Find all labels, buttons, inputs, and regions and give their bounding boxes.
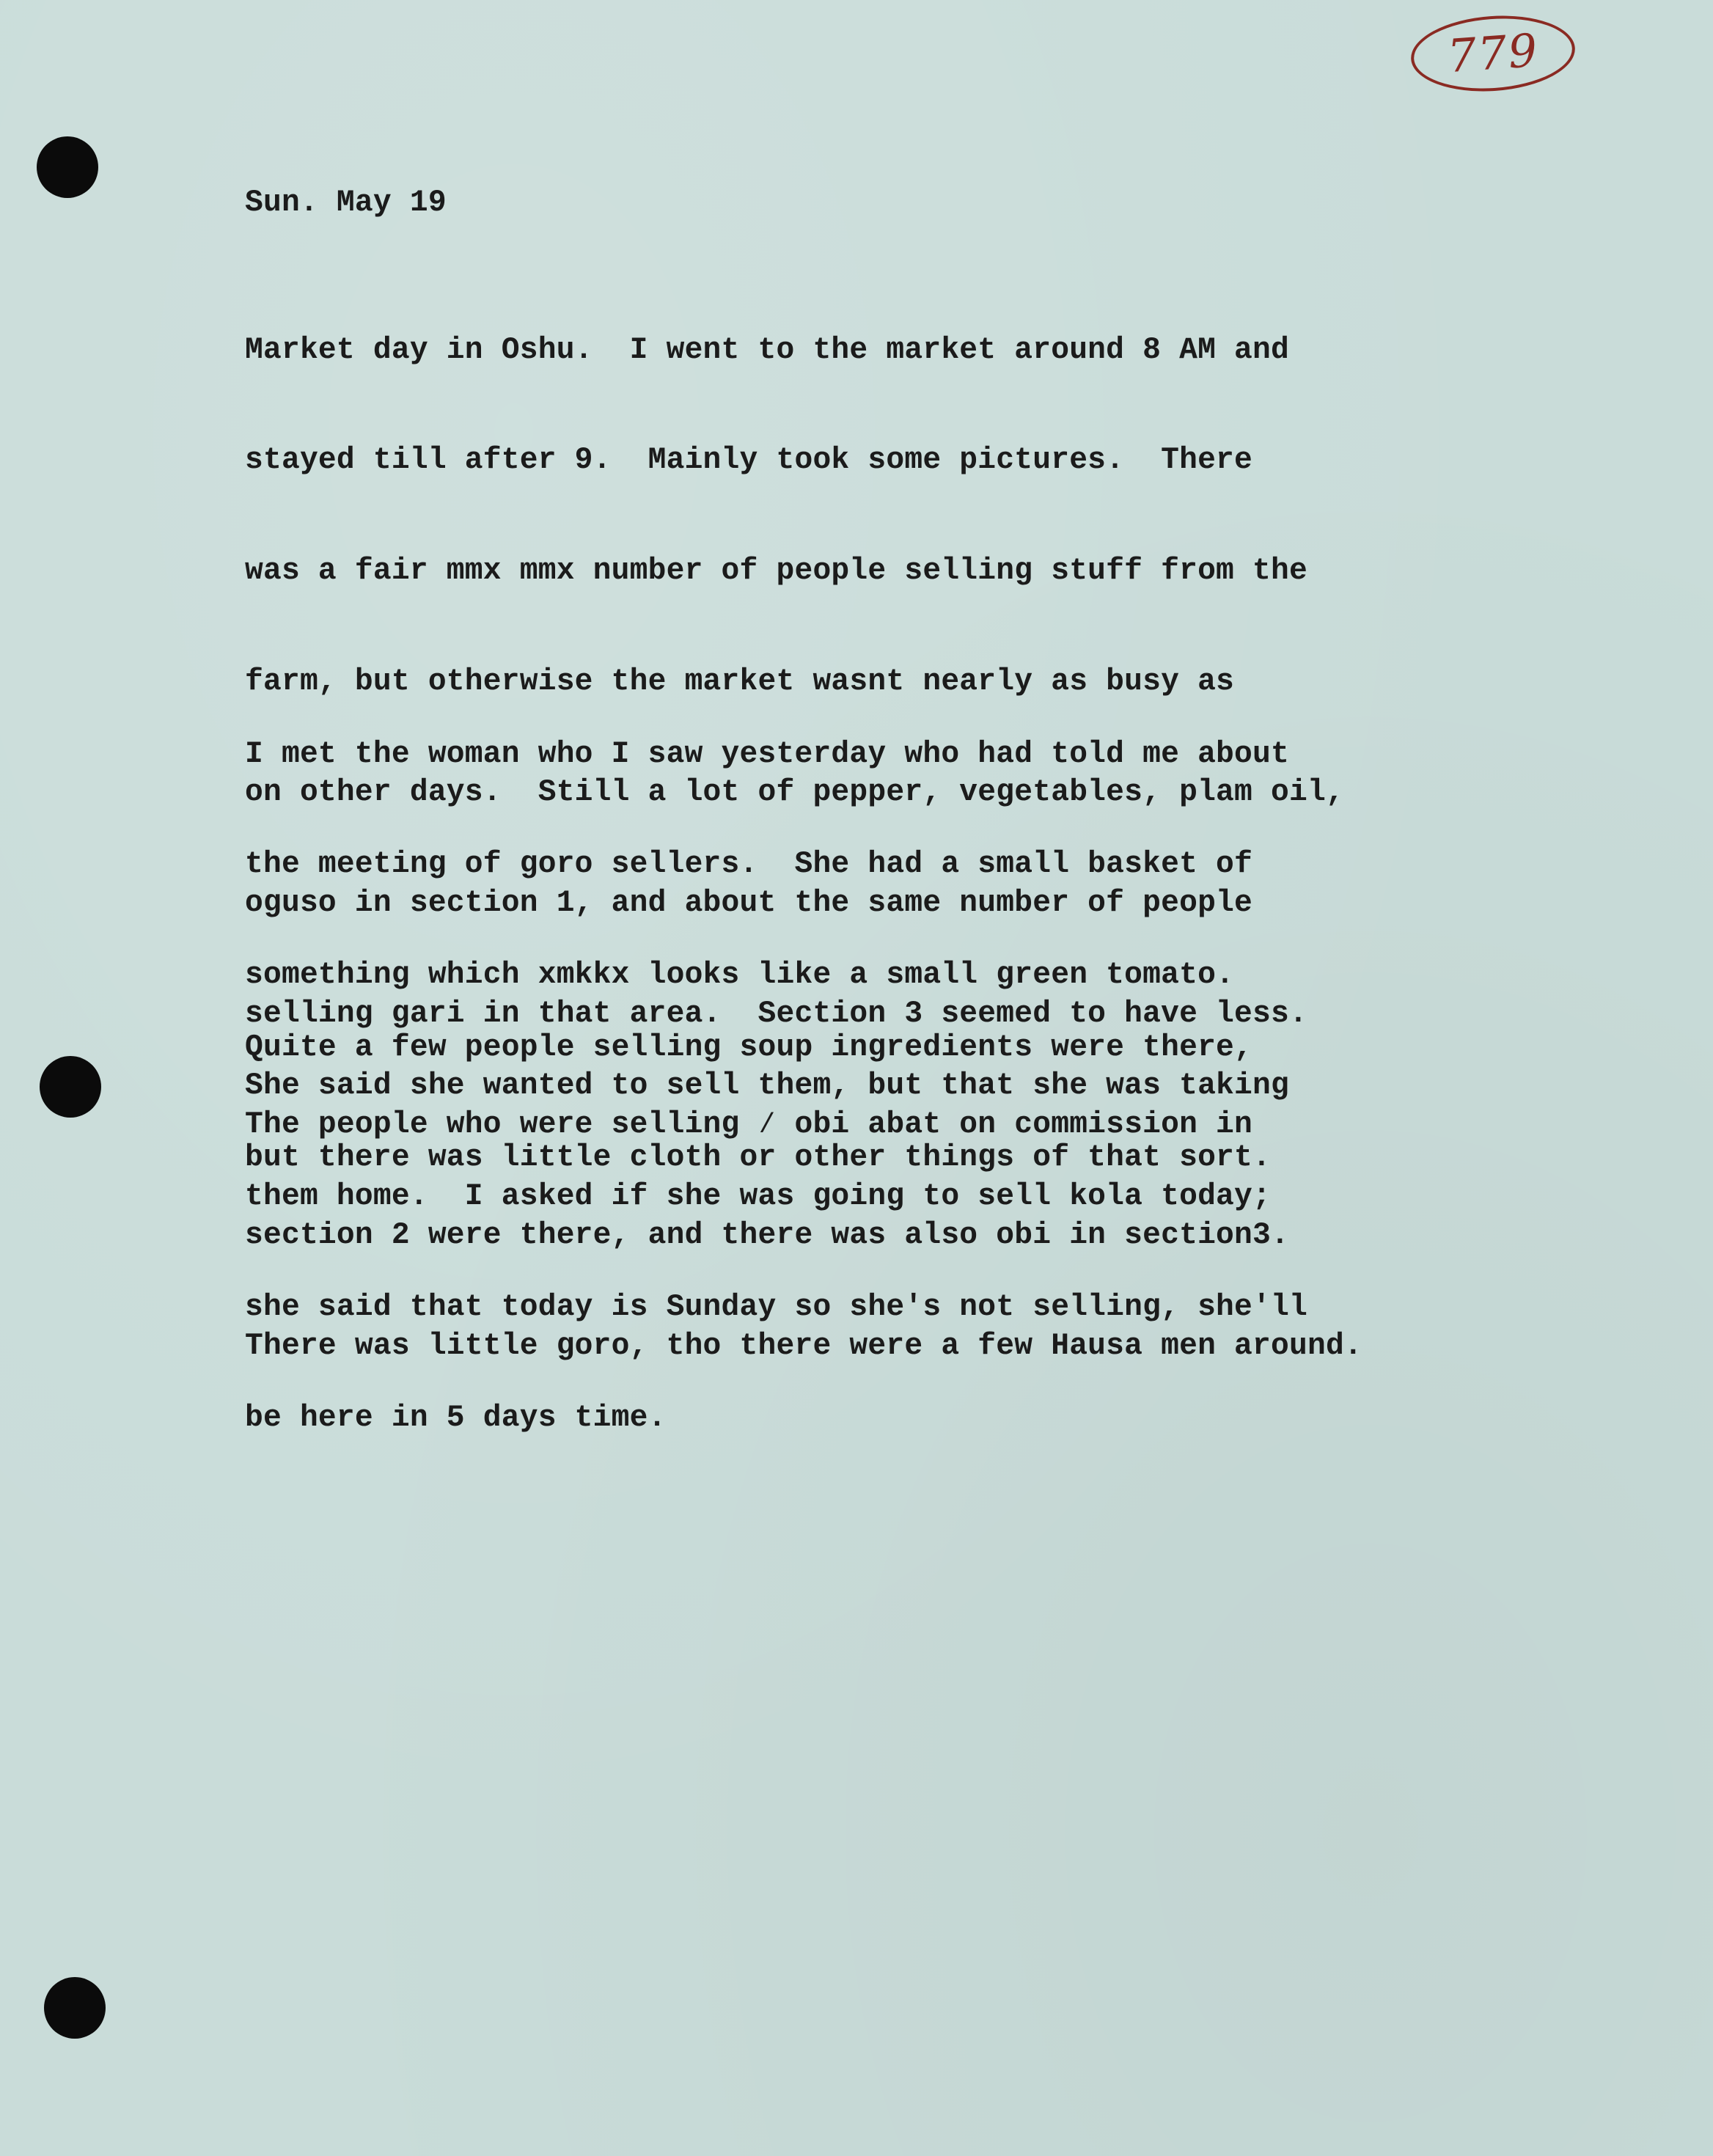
- punch-hole: [44, 1977, 106, 2039]
- page-number-stamp: [1409, 10, 1578, 96]
- text-line: farm, but otherwise the market wasnt nearly as busy as: [245, 665, 1235, 700]
- text-line: oguso in section 1, and about the same number of people: [245, 887, 1253, 921]
- text-line: I met the woman who I saw yesterday who had told me about: [245, 737, 1289, 771]
- text-line: stayed till after 9. Mainly took some pictures. There: [245, 444, 1253, 478]
- date-heading: Sun. May 19: [245, 186, 447, 220]
- paragraph: [245, 956, 1271, 1250]
- text-line: the meeting of goro sellers. She had a small basket of: [245, 848, 1253, 882]
- punch-hole: [40, 1056, 101, 1118]
- text-line: There was little goro, tho there were a few Hausa men around.: [245, 1329, 1362, 1363]
- punch-hole: [37, 136, 98, 198]
- text-line: she said that today is Sunday so she's not selling, she'll: [245, 1291, 1307, 1325]
- page-number: 779: [1445, 23, 1541, 84]
- text-line: was a fair mmx mmx number of people selling stuff from the: [245, 554, 1307, 589]
- text-line: Market day in Oshu. I went to the market around 8 AM and: [245, 333, 1289, 367]
- text-line: The people who were selling ⁄ obi abat on commission in: [245, 1107, 1253, 1142]
- text-line: them home. I asked if she was going to sell kola today;: [245, 1180, 1272, 1214]
- text-line: on other days. Still a lot of pepper, vegetables, plam oil,: [245, 776, 1344, 810]
- text-line: something which xmkkx looks like a small green tomato.: [245, 958, 1235, 993]
- text-line: be here in 5 days time.: [245, 1401, 667, 1435]
- text-line: She said she wanted to sell them, but that she was taking: [245, 1069, 1289, 1104]
- text-line: section 2 were there, and there was also obi in section3.: [245, 1218, 1289, 1253]
- text-line: selling gari in that area. Section 3 seemed to have less.: [245, 997, 1307, 1031]
- text-line: Quite a few people selling soup ingredients were there,: [245, 1030, 1253, 1065]
- text-line: but there was little cloth or other things of that sort.: [245, 1141, 1272, 1176]
